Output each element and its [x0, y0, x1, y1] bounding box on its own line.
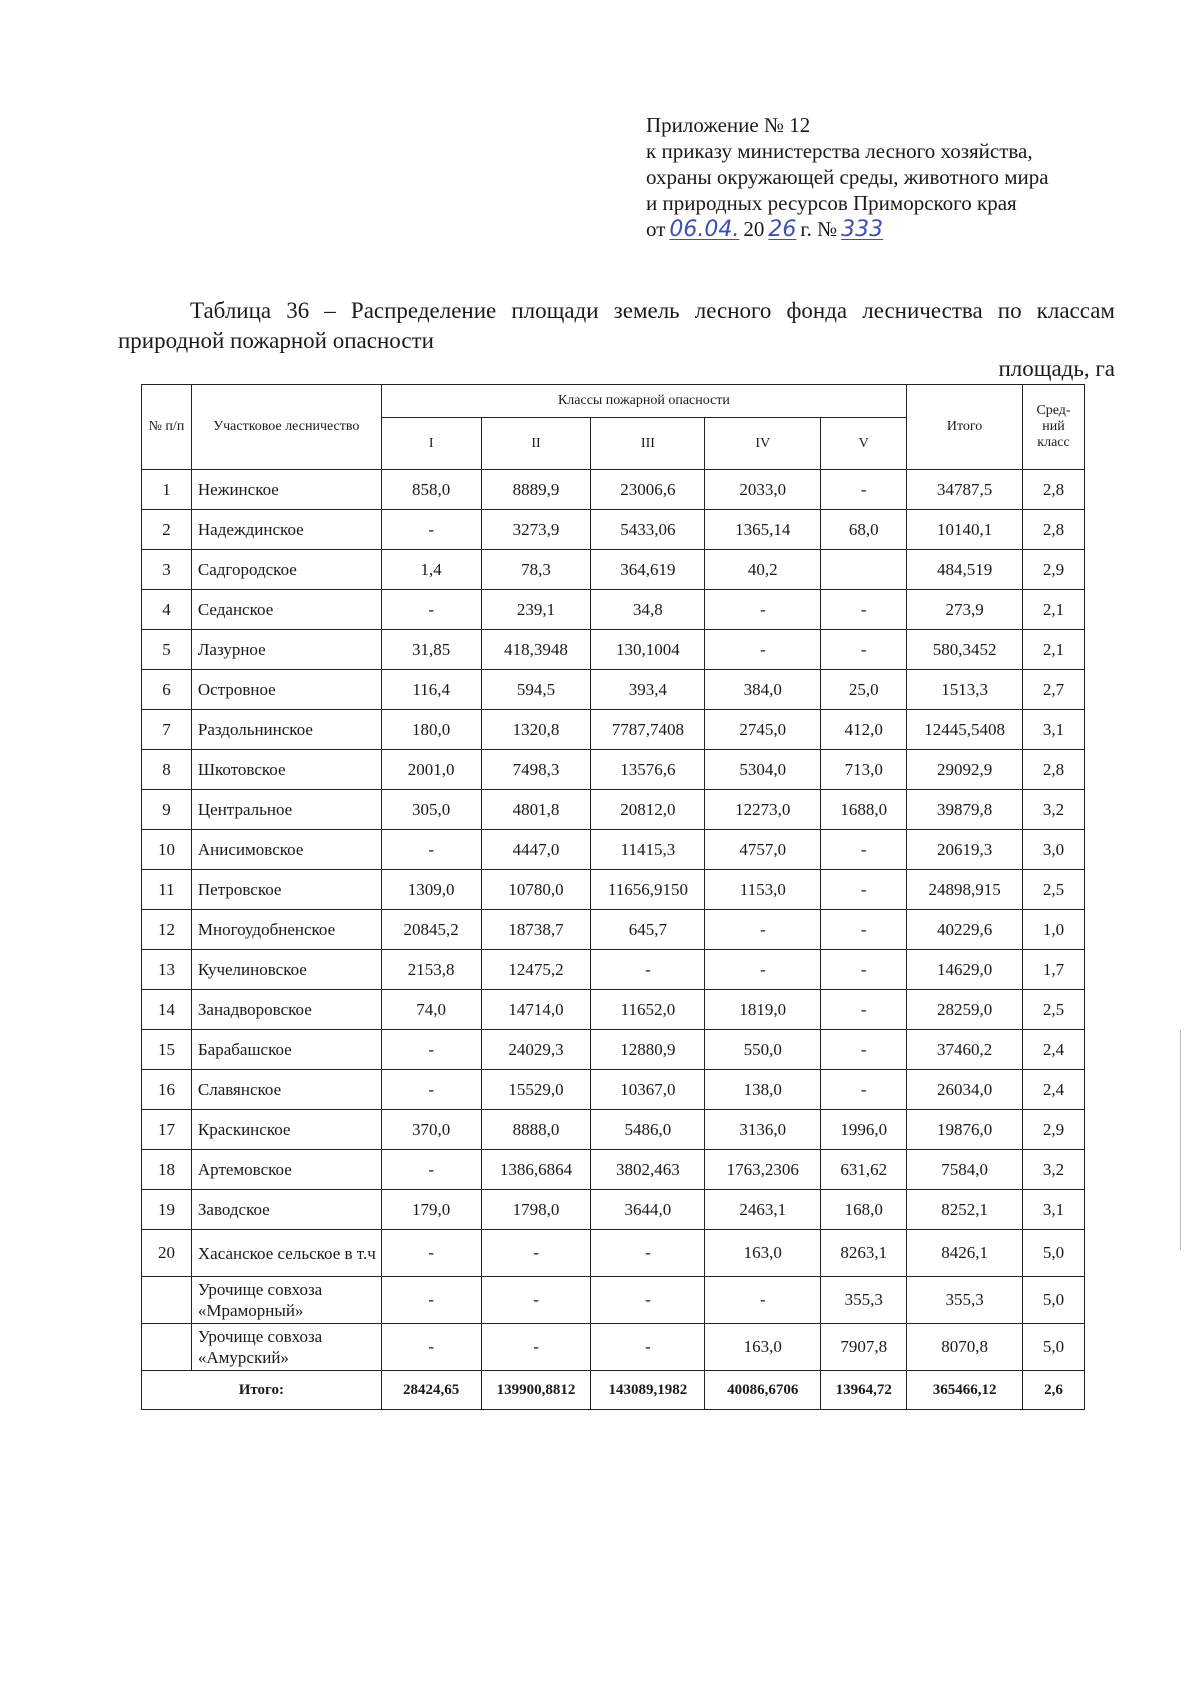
cell-class-i: 1309,0: [381, 870, 481, 910]
cell-district: Островное: [191, 670, 381, 710]
cell-avg: 3,2: [1023, 1150, 1085, 1190]
cell-class-iii: 5433,06: [591, 510, 705, 550]
cell-total: 355,3: [907, 1277, 1023, 1324]
table-row: [142, 1110, 1085, 1150]
cell-class-ii: 239,1: [481, 590, 591, 630]
cell-class-iii: 13576,6: [591, 750, 705, 790]
table-row: [142, 1070, 1085, 1110]
cell-class-iv: 1763,2306: [705, 1150, 821, 1190]
cell-num: 4: [142, 590, 192, 630]
cell-class-i: -: [381, 1030, 481, 1070]
cell-class-iv: 3136,0: [705, 1110, 821, 1150]
cell-class-iii: 393,4: [591, 670, 705, 710]
total-class-i: 28424,65: [381, 1371, 481, 1410]
cell-class-iv: -: [705, 1277, 821, 1324]
cell-avg: 5,0: [1023, 1324, 1085, 1371]
cell-num: [142, 1277, 192, 1324]
cell-class-ii: 4801,8: [481, 790, 591, 830]
cell-class-iii: 11656,9150: [591, 870, 705, 910]
cell-num: 3: [142, 550, 192, 590]
cell-avg: 2,1: [1023, 630, 1085, 670]
cell-class-i: -: [381, 1277, 481, 1324]
cell-avg: 3,0: [1023, 830, 1085, 870]
total-sum: 365466,12: [907, 1371, 1023, 1410]
cell-district: Анисимовское: [191, 830, 381, 870]
cell-class-iv: -: [705, 950, 821, 990]
cell-class-ii: 15529,0: [481, 1070, 591, 1110]
cell-avg: 2,7: [1023, 670, 1085, 710]
cell-class-iv: -: [705, 630, 821, 670]
cell-class-v: -: [821, 590, 907, 630]
total-avg: 2,6: [1023, 1371, 1085, 1410]
cell-class-i: -: [381, 510, 481, 550]
cell-class-ii: 1798,0: [481, 1190, 591, 1230]
cell-total: 39879,8: [907, 790, 1023, 830]
cell-class-i: 31,85: [381, 630, 481, 670]
cell-class-iv: 12273,0: [705, 790, 821, 830]
cell-total: 34787,5: [907, 470, 1023, 510]
cell-class-iv: 1819,0: [705, 990, 821, 1030]
cell-avg: 2,1: [1023, 590, 1085, 630]
cell-class-v: -: [821, 910, 907, 950]
cell-class-iv: -: [705, 590, 821, 630]
table-row: [142, 1150, 1085, 1190]
cell-class-i: 2001,0: [381, 750, 481, 790]
cell-district: Центральное: [191, 790, 381, 830]
cell-num: 8: [142, 750, 192, 790]
cell-total: 8252,1: [907, 1190, 1023, 1230]
cell-class-v: 1996,0: [821, 1110, 907, 1150]
cell-class-v: 713,0: [821, 750, 907, 790]
cell-district: Заводское: [191, 1190, 381, 1230]
cell-avg: 2,5: [1023, 870, 1085, 910]
cell-avg: 5,0: [1023, 1277, 1085, 1324]
table-row: [142, 550, 1085, 590]
cell-district: Краскинское: [191, 1110, 381, 1150]
cell-avg: 3,2: [1023, 790, 1085, 830]
cell-class-i: 180,0: [381, 710, 481, 750]
appendix-line-3: и природных ресурсов Приморского края: [646, 191, 1017, 215]
header-class-iii: III: [591, 418, 705, 470]
cell-class-iv: 2463,1: [705, 1190, 821, 1230]
cell-class-i: 179,0: [381, 1190, 481, 1230]
cell-class-v: 168,0: [821, 1190, 907, 1230]
year-prefix: 20: [743, 217, 765, 241]
cell-class-ii: 18738,7: [481, 910, 591, 950]
cell-avg: 2,8: [1023, 510, 1085, 550]
table-row: [142, 590, 1085, 630]
table-row: [142, 990, 1085, 1030]
cell-district: Садгородское: [191, 550, 381, 590]
cell-class-i: 2153,8: [381, 950, 481, 990]
handwritten-order-number: 333: [841, 217, 884, 242]
cell-class-ii: 1386,6864: [481, 1150, 591, 1190]
cell-total: 40229,6: [907, 910, 1023, 950]
cell-class-ii: 3273,9: [481, 510, 591, 550]
cell-class-iv: 163,0: [705, 1230, 821, 1277]
cell-class-iii: 34,8: [591, 590, 705, 630]
cell-class-v: 631,62: [821, 1150, 907, 1190]
cell-class-iii: 130,1004: [591, 630, 705, 670]
total-row: [142, 1371, 1085, 1410]
cell-total: 580,3452: [907, 630, 1023, 670]
cell-class-iii: 11415,3: [591, 830, 705, 870]
cell-district: Хасанское сельское в т.ч: [191, 1230, 381, 1277]
cell-class-ii: 8888,0: [481, 1110, 591, 1150]
cell-class-iii: -: [591, 1277, 705, 1324]
cell-class-i: 74,0: [381, 990, 481, 1030]
appendix-line-2: охраны окружающей среды, животного мира: [646, 165, 1049, 189]
header-total: Итого: [907, 385, 1023, 470]
cell-class-i: 305,0: [381, 790, 481, 830]
table-row: [142, 670, 1085, 710]
cell-class-iii: -: [591, 1324, 705, 1371]
table-row: [142, 1277, 1085, 1324]
cell-class-v: -: [821, 950, 907, 990]
header-class-v: V: [821, 418, 907, 470]
cell-class-i: -: [381, 1324, 481, 1371]
cell-class-iv: 2745,0: [705, 710, 821, 750]
table-row: [142, 870, 1085, 910]
from-label: от: [646, 217, 666, 241]
cell-total: 28259,0: [907, 990, 1023, 1030]
cell-class-iv: 384,0: [705, 670, 821, 710]
cell-class-iii: 645,7: [591, 910, 705, 950]
cell-class-iv: 1153,0: [705, 870, 821, 910]
cell-total: 14629,0: [907, 950, 1023, 990]
cell-avg: 2,4: [1023, 1030, 1085, 1070]
cell-total: 10140,1: [907, 510, 1023, 550]
cell-num: 19: [142, 1190, 192, 1230]
table-row: [142, 710, 1085, 750]
cell-district: Шкотовское: [191, 750, 381, 790]
cell-class-iv: 550,0: [705, 1030, 821, 1070]
header-class-iv: IV: [705, 418, 821, 470]
cell-district: Славянское: [191, 1070, 381, 1110]
cell-class-iii: 12880,9: [591, 1030, 705, 1070]
cell-class-iii: -: [591, 950, 705, 990]
total-label: Итого:: [142, 1371, 382, 1410]
year-label: г. №: [800, 217, 838, 241]
cell-district: Барабашское: [191, 1030, 381, 1070]
cell-class-v: [821, 550, 907, 590]
cell-num: 2: [142, 510, 192, 550]
cell-class-v: 355,3: [821, 1277, 907, 1324]
cell-class-iii: 3802,463: [591, 1150, 705, 1190]
cell-num: 14: [142, 990, 192, 1030]
table-row: [142, 830, 1085, 870]
cell-district: Нежинское: [191, 470, 381, 510]
cell-class-v: -: [821, 1030, 907, 1070]
header-num: № п/п: [142, 385, 192, 470]
cell-class-iii: 5486,0: [591, 1110, 705, 1150]
total-class-v: 13964,72: [821, 1371, 907, 1410]
cell-class-iii: 20812,0: [591, 790, 705, 830]
cell-class-iii: 23006,6: [591, 470, 705, 510]
cell-avg: 2,9: [1023, 1110, 1085, 1150]
cell-class-i: 858,0: [381, 470, 481, 510]
cell-class-iv: 138,0: [705, 1070, 821, 1110]
cell-class-i: -: [381, 830, 481, 870]
cell-class-iv: 5304,0: [705, 750, 821, 790]
cell-avg: 2,8: [1023, 470, 1085, 510]
cell-class-v: -: [821, 470, 907, 510]
cell-total: 24898,915: [907, 870, 1023, 910]
cell-class-iii: 10367,0: [591, 1070, 705, 1110]
cell-num: 18: [142, 1150, 192, 1190]
cell-class-ii: 10780,0: [481, 870, 591, 910]
cell-district: Урочище совхоза «Амурский»: [191, 1324, 381, 1371]
cell-total: 37460,2: [907, 1030, 1023, 1070]
cell-class-iii: -: [591, 1230, 705, 1277]
cell-class-ii: -: [481, 1230, 591, 1277]
cell-class-i: -: [381, 590, 481, 630]
cell-num: 20: [142, 1230, 192, 1277]
cell-class-ii: 14714,0: [481, 990, 591, 1030]
cell-class-v: -: [821, 830, 907, 870]
cell-class-i: 370,0: [381, 1110, 481, 1150]
total-class-iii: 143089,1982: [591, 1371, 705, 1410]
cell-class-ii: 1320,8: [481, 710, 591, 750]
cell-total: 20619,3: [907, 830, 1023, 870]
cell-class-iv: 4757,0: [705, 830, 821, 870]
cell-total: 7584,0: [907, 1150, 1023, 1190]
handwritten-year: 26: [768, 217, 797, 242]
cell-num: 10: [142, 830, 192, 870]
cell-class-i: -: [381, 1230, 481, 1277]
cell-num: 11: [142, 870, 192, 910]
cell-class-ii: 78,3: [481, 550, 591, 590]
cell-num: 15: [142, 1030, 192, 1070]
cell-total: 273,9: [907, 590, 1023, 630]
cell-num: 17: [142, 1110, 192, 1150]
cell-total: 29092,9: [907, 750, 1023, 790]
cell-class-v: 25,0: [821, 670, 907, 710]
cell-num: 13: [142, 950, 192, 990]
table-row: [142, 950, 1085, 990]
cell-class-iv: 163,0: [705, 1324, 821, 1371]
cell-total: 8426,1: [907, 1230, 1023, 1277]
cell-num: 16: [142, 1070, 192, 1110]
cell-class-v: -: [821, 1070, 907, 1110]
cell-num: 6: [142, 670, 192, 710]
cell-total: 12445,5408: [907, 710, 1023, 750]
cell-num: 7: [142, 710, 192, 750]
header-district: Участковое лесничество: [191, 385, 381, 470]
cell-district: Лазурное: [191, 630, 381, 670]
cell-avg: 1,7: [1023, 950, 1085, 990]
unit-label: площадь, га: [998, 356, 1115, 381]
cell-avg: 2,5: [1023, 990, 1085, 1030]
table-row: [142, 510, 1085, 550]
cell-class-v: -: [821, 990, 907, 1030]
cell-class-ii: 594,5: [481, 670, 591, 710]
cell-class-v: 8263,1: [821, 1230, 907, 1277]
cell-district: Раздольнинское: [191, 710, 381, 750]
header-classes: Классы пожарной опасности: [381, 385, 906, 418]
cell-district: Кучелиновское: [191, 950, 381, 990]
table-row: [142, 470, 1085, 510]
cell-district: Многоудобненское: [191, 910, 381, 950]
table-body: [142, 470, 1085, 1371]
cell-class-ii: -: [481, 1277, 591, 1324]
table-row: [142, 910, 1085, 950]
header-class-ii: II: [481, 418, 591, 470]
appendix-header: [646, 112, 1049, 243]
cell-total: 8070,8: [907, 1324, 1023, 1371]
header-avg: Сред-ний класс: [1023, 385, 1085, 470]
table-row: [142, 630, 1085, 670]
cell-class-v: -: [821, 870, 907, 910]
table-row: [142, 1190, 1085, 1230]
cell-class-i: 20845,2: [381, 910, 481, 950]
cell-class-v: 412,0: [821, 710, 907, 750]
cell-total: 1513,3: [907, 670, 1023, 710]
cell-total: 484,519: [907, 550, 1023, 590]
cell-total: 19876,0: [907, 1110, 1023, 1150]
table-row: [142, 1030, 1085, 1070]
appendix-line-1: к приказу министерства лесного хозяйства,: [646, 139, 1033, 163]
cell-class-v: -: [821, 630, 907, 670]
cell-class-iii: 11652,0: [591, 990, 705, 1030]
cell-class-ii: 418,3948: [481, 630, 591, 670]
table-caption: Таблица 36 – Распределение площади земель лесного фонда лесничества по классам природной пожарной опасности: [118, 298, 1115, 353]
appendix-title: Приложение № 12: [646, 113, 811, 137]
cell-num: [142, 1324, 192, 1371]
cell-class-v: 7907,8: [821, 1324, 907, 1371]
cell-num: 9: [142, 790, 192, 830]
cell-avg: 5,0: [1023, 1230, 1085, 1277]
cell-district: Урочище совхоза «Мраморный»: [191, 1277, 381, 1324]
cell-avg: 1,0: [1023, 910, 1085, 950]
cell-class-i: 116,4: [381, 670, 481, 710]
table-row: [142, 1230, 1085, 1277]
cell-class-ii: 7498,3: [481, 750, 591, 790]
cell-num: 5: [142, 630, 192, 670]
cell-class-iv: -: [705, 910, 821, 950]
cell-class-iv: 40,2: [705, 550, 821, 590]
cell-avg: 2,9: [1023, 550, 1085, 590]
cell-class-v: 68,0: [821, 510, 907, 550]
cell-avg: 3,1: [1023, 1190, 1085, 1230]
cell-class-ii: 4447,0: [481, 830, 591, 870]
table-row: [142, 790, 1085, 830]
cell-class-ii: 24029,3: [481, 1030, 591, 1070]
cell-district: Надеждинское: [191, 510, 381, 550]
cell-class-i: -: [381, 1150, 481, 1190]
cell-district: Седанское: [191, 590, 381, 630]
cell-num: 12: [142, 910, 192, 950]
cell-class-iv: 1365,14: [705, 510, 821, 550]
cell-class-ii: 8889,9: [481, 470, 591, 510]
cell-district: Петровское: [191, 870, 381, 910]
header-class-i: I: [381, 418, 481, 470]
cell-class-ii: -: [481, 1324, 591, 1371]
cell-class-i: 1,4: [381, 550, 481, 590]
cell-avg: 2,4: [1023, 1070, 1085, 1110]
cell-district: Занадворовское: [191, 990, 381, 1030]
fire-hazard-table: [141, 384, 1085, 1410]
order-date-line: [646, 216, 1049, 243]
cell-district: Артемовское: [191, 1150, 381, 1190]
cell-class-v: 1688,0: [821, 790, 907, 830]
cell-class-ii: 12475,2: [481, 950, 591, 990]
cell-class-iii: 3644,0: [591, 1190, 705, 1230]
total-class-iv: 40086,6706: [705, 1371, 821, 1410]
cell-class-iv: 2033,0: [705, 470, 821, 510]
table-row: [142, 1324, 1085, 1371]
table-row: [142, 750, 1085, 790]
cell-class-iii: 7787,7408: [591, 710, 705, 750]
cell-avg: 2,8: [1023, 750, 1085, 790]
scan-edge-mark: [1180, 1030, 1181, 1250]
total-class-ii: 139900,8812: [481, 1371, 591, 1410]
cell-total: 26034,0: [907, 1070, 1023, 1110]
handwritten-date: 06.04.: [669, 217, 740, 242]
cell-class-iii: 364,619: [591, 550, 705, 590]
cell-num: 1: [142, 470, 192, 510]
cell-avg: 3,1: [1023, 710, 1085, 750]
cell-class-i: -: [381, 1070, 481, 1110]
